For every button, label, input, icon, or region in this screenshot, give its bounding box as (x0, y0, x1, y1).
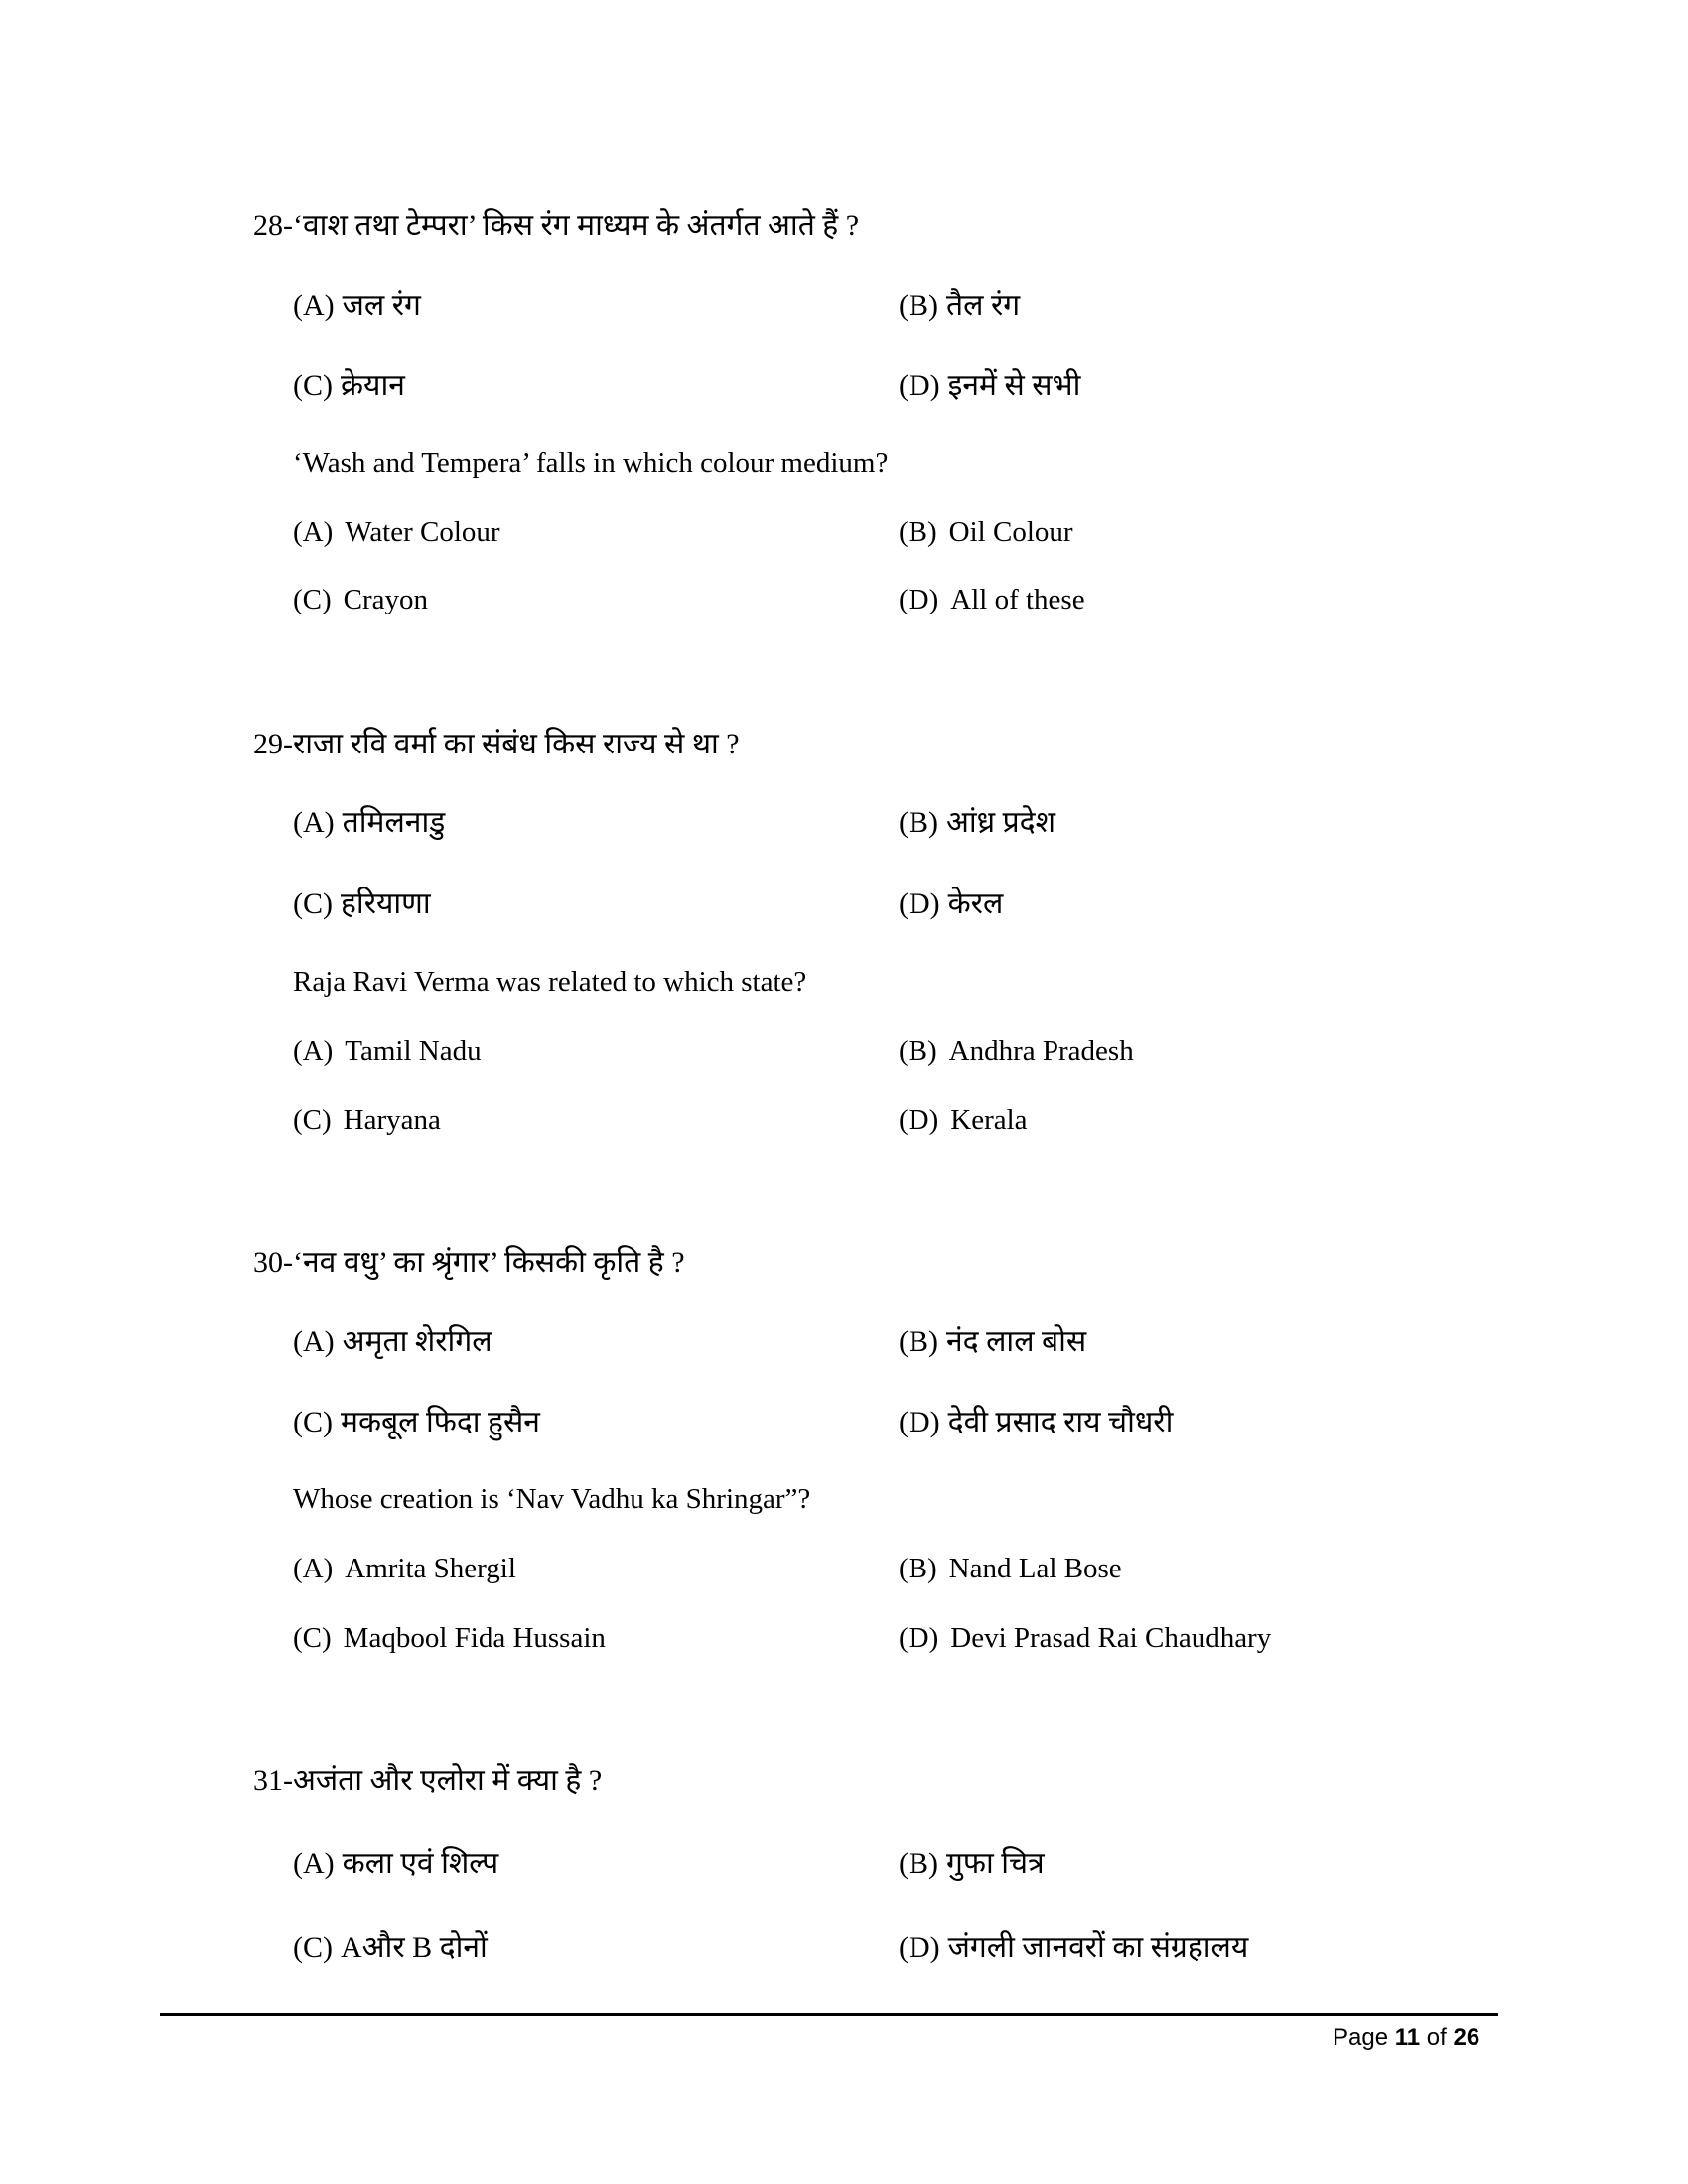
option-b-hindi (899, 1847, 1045, 1881)
option-label: (D) (899, 1622, 939, 1654)
question-text-hindi: ‘नव वधु’ का श्रृंगार’ किसकी कृति है ? (293, 1246, 685, 1279)
option-label: (C) (293, 369, 333, 402)
option-text: Devi Prasad Rai Chaudhary (950, 1622, 1272, 1654)
option-text: Andhra Pradesh (948, 1035, 1134, 1067)
option-text: तैल रंग (946, 289, 1021, 322)
option-a-english (293, 515, 500, 549)
option-text: गुफा चित्र (946, 1847, 1045, 1880)
option-text: Haryana (343, 1104, 441, 1136)
option-c-english (293, 583, 428, 616)
option-label: (B) (899, 1553, 937, 1584)
option-c-hindi (293, 1931, 488, 1965)
option-label: (A) (293, 806, 335, 839)
option-text: All of these (950, 584, 1085, 615)
option-d-hindi (899, 887, 1003, 921)
option-label: (C) (293, 1104, 332, 1136)
option-b-hindi (899, 1325, 1086, 1359)
option-label: (D) (899, 1931, 940, 1964)
option-label: (B) (899, 1847, 938, 1880)
option-label: (B) (899, 516, 937, 548)
question-31-hindi (253, 1764, 602, 1798)
option-text: Oil Colour (948, 516, 1073, 548)
option-text: Crayon (343, 584, 429, 615)
option-d-english (899, 583, 1085, 616)
option-b-hindi (899, 806, 1055, 840)
option-label: (C) (293, 584, 332, 615)
option-d-hindi (899, 1406, 1173, 1439)
option-text: आंध्र प्रदेश (946, 806, 1056, 839)
question-number: 31- (253, 1764, 293, 1797)
option-text: जंगली जानवरों का संग्रहालय (947, 1931, 1249, 1964)
option-text: इनमें से सभी (947, 369, 1081, 402)
option-text: नंद लाल बोस (946, 1325, 1087, 1358)
option-label: (D) (899, 369, 940, 402)
page-number (1333, 2023, 1479, 2053)
option-label: (A) (293, 1847, 335, 1880)
option-text: Aऔर B दोनों (341, 1931, 488, 1964)
option-a-english (293, 1034, 482, 1068)
option-text: Amrita Shergil (345, 1553, 516, 1584)
option-text: Water Colour (345, 516, 500, 548)
option-text: कला एवं शिल्प (342, 1847, 499, 1880)
question-text-hindi: राजा रवि वर्मा का संबंध किस राज्य से था ? (293, 728, 740, 760)
option-text: तमिलनाडु (342, 806, 446, 839)
option-label: (C) (293, 1622, 332, 1654)
page-word: Page (1333, 2024, 1389, 2051)
option-label: (C) (293, 1931, 333, 1964)
option-label: (A) (293, 289, 335, 322)
option-b-english (899, 1552, 1122, 1585)
option-label: (A) (293, 1325, 335, 1358)
option-c-english (293, 1103, 441, 1137)
option-label: (A) (293, 1035, 334, 1067)
option-c-hindi (293, 1406, 540, 1439)
question-number: 28- (253, 209, 293, 242)
option-label: (A) (293, 1553, 334, 1584)
option-c-hindi (293, 887, 431, 921)
question-28-english: ‘Wash and Tempera’ falls in which colour medium? (293, 447, 889, 478)
option-b-english (899, 1034, 1134, 1068)
option-c-hindi (293, 369, 405, 403)
question-28-hindi (253, 209, 859, 243)
option-label: (D) (899, 584, 939, 615)
current-page: 11 (1394, 2024, 1421, 2051)
question-text-hindi: ‘वाश तथा टेम्परा’ किस रंग माध्यम के अंतर्गत आते हैं ? (293, 209, 860, 242)
option-text: Nand Lal Bose (948, 1553, 1122, 1584)
option-d-hindi (899, 369, 1080, 403)
option-d-hindi (899, 1931, 1248, 1965)
option-text: देवी प्रसाद राय चौधरी (947, 1406, 1174, 1438)
option-label: (C) (293, 1406, 333, 1438)
option-label: (D) (899, 1104, 939, 1136)
question-30-english: Whose creation is ‘Nav Vadhu ka Shringar”? (293, 1483, 811, 1515)
option-b-hindi (899, 289, 1020, 323)
option-text: हरियाणा (341, 887, 431, 920)
option-text: Kerala (950, 1104, 1028, 1136)
option-text: Maqbool Fida Hussain (343, 1622, 606, 1654)
option-a-english (293, 1552, 516, 1585)
option-text: जल रंग (342, 289, 421, 322)
option-label: (B) (899, 1325, 938, 1358)
total-pages: 26 (1453, 2024, 1480, 2051)
option-a-hindi (293, 806, 445, 840)
option-label: (B) (899, 289, 938, 322)
option-c-english (293, 1621, 606, 1655)
option-label: (D) (899, 887, 940, 920)
option-text: अमृता शेरगिल (342, 1325, 492, 1358)
of-word: of (1426, 2024, 1447, 2051)
question-text-hindi: अजंता और एलोरा में क्या है ? (293, 1764, 603, 1797)
option-label: (A) (293, 516, 334, 548)
option-a-hindi (293, 1847, 498, 1881)
option-text: Tamil Nadu (345, 1035, 482, 1067)
option-label: (C) (293, 887, 333, 920)
option-d-english (899, 1621, 1271, 1655)
question-30-hindi (253, 1246, 685, 1280)
question-29-english: Raja Ravi Verma was related to which state? (293, 966, 807, 998)
question-number: 30- (253, 1246, 293, 1279)
question-number: 29- (253, 728, 293, 760)
option-label: (D) (899, 1406, 940, 1438)
option-d-english (899, 1103, 1028, 1137)
option-text: केरल (947, 887, 1004, 920)
option-label: (B) (899, 806, 938, 839)
option-text: क्रेयान (341, 369, 405, 402)
footer-divider (160, 2013, 1498, 2016)
question-29-hindi (253, 728, 740, 761)
option-text: मकबूल फिदा हुसैन (341, 1406, 540, 1438)
option-label: (B) (899, 1035, 937, 1067)
option-b-english (899, 515, 1073, 549)
option-a-hindi (293, 289, 421, 323)
option-a-hindi (293, 1325, 492, 1359)
